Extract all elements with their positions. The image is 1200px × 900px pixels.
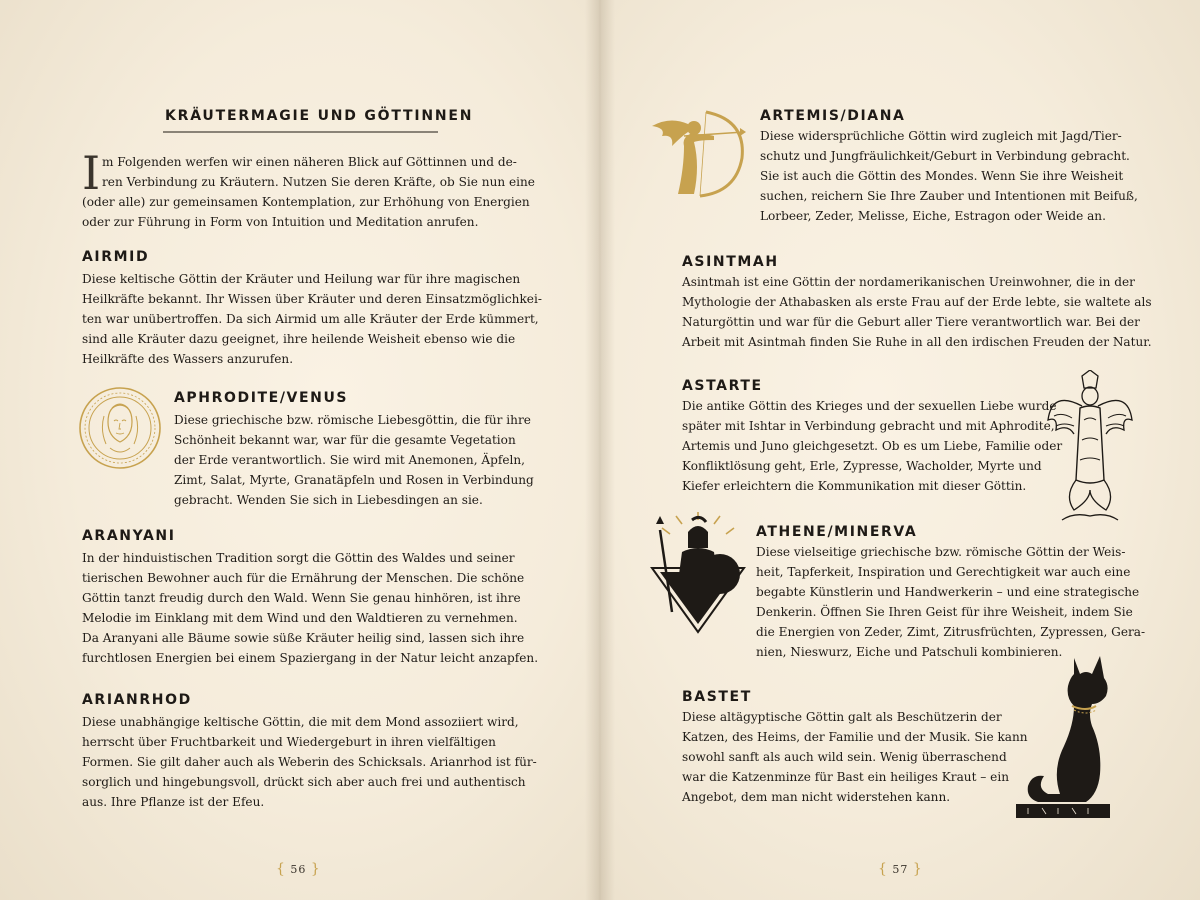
page-number-value: 56 [290, 863, 307, 876]
page-number: { 56 } [276, 861, 321, 877]
text-line: ten war unübertroffen. Da sich Airmid um alle Kräuter der Erde kümmert, [82, 312, 539, 326]
section-airmid [82, 249, 542, 369]
section-text [174, 410, 534, 510]
section-aranyani [82, 528, 538, 668]
section-text [682, 396, 1062, 496]
section-heading: APHRODITE/VENUS [174, 390, 349, 406]
text-line: später mit Ishtar in Verbindung gebracht und mit Aphrodite, [682, 419, 1055, 433]
text-line: sowohl sanft als auch wild sein. Wenig überraschend [682, 750, 1007, 764]
intro-paragraph-top [102, 152, 535, 192]
section-arianrhod [82, 692, 537, 812]
text-line: Konfliktlösung geht, Erle, Zypresse, Wacholder, Myrte und [682, 459, 1042, 473]
section-heading: ATHENE/MINERVA [756, 524, 918, 540]
text-line: die Energien von Zeder, Zimt, Zitrusfrüchten, Zypressen, Gera- [756, 625, 1146, 639]
intro-line: (oder alle) zur gemeinsamen Kontemplation, zur Erhöhung von Energien [82, 195, 530, 209]
intro-line: ren Verbindung zu Kräutern. Nutzen Sie deren Kräfte, ob Sie nun eine [102, 175, 535, 189]
text-line: Melodie im Einklang mit dem Wind und den Waldtieren zu vernehmen. [82, 611, 518, 625]
text-line: Katzen, des Heims, der Familie und der Musik. Sie kann [682, 730, 1028, 744]
section-text [682, 707, 1028, 807]
intro-paragraph-bottom [82, 192, 530, 232]
text-line: begabte Künstlerin und Handwerkerin – und eine strategische [756, 585, 1140, 599]
text-line: Kiefer erleichtern die Kommunikation mit dieser Göttin. [682, 479, 1027, 493]
text-line: Diese vielseitige griechische bzw. römische Göttin der Weis- [756, 545, 1126, 559]
title-underline [163, 131, 438, 133]
text-line: Arbeit mit Asintmah finden Sie Ruhe in all den irdischen Freuden der Natur. [682, 335, 1152, 349]
text-line: Angebot, dem man nicht widerstehen kann. [682, 790, 951, 804]
text-line: Lorbeer, Zeder, Melisse, Eiche, Estragon oder Weide an. [760, 209, 1106, 223]
section-artemis [760, 108, 1138, 226]
text-line: Diese griechische bzw. römische Liebesgöttin, die für ihre [174, 413, 531, 427]
text-line: furchtlosen Energien bei einem Spaziergang in der Natur leicht anzapfen. [82, 651, 539, 665]
section-asintmah [682, 254, 1152, 352]
section-heading: ASINTMAH [682, 254, 779, 270]
section-text [682, 272, 1152, 352]
page-number: { 57 } [878, 861, 923, 877]
text-line: Zimt, Salat, Myrte, Granatäpfeln und Rosen in Verbindung [174, 473, 534, 487]
aphrodite-medallion-icon [78, 386, 162, 470]
section-heading: ARIANRHOD [82, 692, 192, 708]
text-line: Diese widersprüchliche Göttin wird zugleich mit Jagd/Tier- [760, 129, 1122, 143]
text-line: Formen. Sie gilt daher auch als Weberin des Schicksals. Arianrhod ist für- [82, 755, 537, 769]
section-text [82, 548, 538, 668]
section-text [82, 712, 537, 812]
text-line: sind alle Kräuter dazu geeignet, ihre heilende Weisheit ebenso wie die [82, 332, 516, 346]
text-line: sorglich und hingebungsvoll, drückt sich aber auch frei und authentisch [82, 775, 526, 789]
text-line: nien, Nieswurz, Eiche und Patschuli kombinieren. [756, 645, 1063, 659]
text-line: Naturgöttin und war für die Geburt aller Tiere verantwortlich war. Bei der [682, 315, 1140, 329]
text-line: Mythologie der Athabasken als erste Frau auf der Erde lebte, sie waltete als [682, 295, 1152, 309]
section-heading: ASTARTE [682, 378, 763, 394]
text-line: Asintmah ist eine Göttin der nordamerikanischen Ureinwohner, die in der [682, 275, 1135, 289]
text-line: Sie ist auch die Göttin des Mondes. Wenn Sie ihre Weisheit [760, 169, 1124, 183]
text-line: tierischen Bewohner auch für die Ernährung der Menschen. Die schöne [82, 571, 525, 585]
text-line: Diese unabhängige keltische Göttin, die mit dem Mond assoziiert wird, [82, 715, 519, 729]
intro-line: oder zur Führung in Form von Intuition und Meditation anrufen. [82, 215, 479, 229]
book-gutter [585, 0, 615, 900]
section-text [756, 542, 1145, 662]
text-line: Die antike Göttin des Krieges und der sexuellen Liebe wurde [682, 399, 1057, 413]
section-athene [756, 524, 1145, 662]
text-line: gebracht. Wenden Sie sich in Liebesdingen an sie. [174, 493, 483, 507]
page-title: KRÄUTERMAGIE UND GÖTTINNEN [165, 108, 474, 124]
page-number-value: 57 [892, 863, 909, 876]
section-heading: AIRMID [82, 249, 150, 265]
text-line: In der hinduistischen Tradition sorgt die Göttin des Waldes und seiner [82, 551, 515, 565]
section-text [760, 126, 1138, 226]
section-text [82, 269, 542, 369]
text-line: war die Katzenminze für Bast ein heiliges Kraut – ein [682, 770, 1009, 784]
text-line: Schönheit bekannt war, war für die gesamte Vegetation [174, 433, 516, 447]
athena-warrior-icon [642, 512, 754, 634]
section-heading: ARANYANI [82, 528, 176, 544]
artemis-archer-icon [644, 106, 748, 200]
text-line: Diese altägyptische Göttin galt als Beschützerin der [682, 710, 1002, 724]
text-line: herrscht über Fruchtbarkeit und Wiedergeburt in ihren vielfältigen [82, 735, 496, 749]
section-heading: BASTET [682, 689, 752, 705]
text-line: suchen, reichern Sie Ihre Zauber und Intentionen mit Beifuß, [760, 189, 1138, 203]
bastet-cat-icon [1008, 652, 1118, 824]
text-line: Göttin tanzt freudig durch den Wald. Wenn Sie genau hinhören, ist ihre [82, 591, 521, 605]
section-heading: ARTEMIS/DIANA [760, 108, 906, 124]
text-line: aus. Ihre Pflanze ist der Efeu. [82, 795, 265, 809]
text-line: Diese keltische Göttin der Kräuter und Heilung war für ihre magischen [82, 272, 521, 286]
astarte-winged-goddess-icon [1044, 370, 1136, 526]
section-astarte [682, 378, 1062, 496]
text-line: der Erde verantwortlich. Sie wird mit Anemonen, Äpfeln, [174, 453, 526, 467]
drop-cap: I [82, 146, 101, 200]
text-line: heit, Tapferkeit, Inspiration und Gerechtigkeit war auch eine [756, 565, 1131, 579]
text-line: Da Aranyani alle Bäume sowie süße Kräuter heilig sind, lassen sich ihre [82, 631, 525, 645]
text-line: Denkerin. Öffnen Sie Ihren Geist für ihre Weisheit, indem Sie [756, 605, 1133, 619]
text-line: Heilkräfte bekannt. Ihr Wissen über Kräuter und deren Einsatzmöglichkei- [82, 292, 542, 306]
intro-line: m Folgenden werfen wir einen näheren Blick auf Göttinnen und de- [102, 155, 517, 169]
text-line: Heilkräfte des Wassers anzurufen. [82, 352, 294, 366]
section-aphrodite [174, 390, 534, 510]
right-page [600, 0, 1200, 900]
section-bastet [682, 689, 1028, 807]
text-line: Artemis und Juno gleichgesetzt. Ob es um Liebe, Familie oder [682, 439, 1063, 453]
text-line: schutz und Jungfräulichkeit/Geburt in Verbindung gebracht. [760, 149, 1130, 163]
